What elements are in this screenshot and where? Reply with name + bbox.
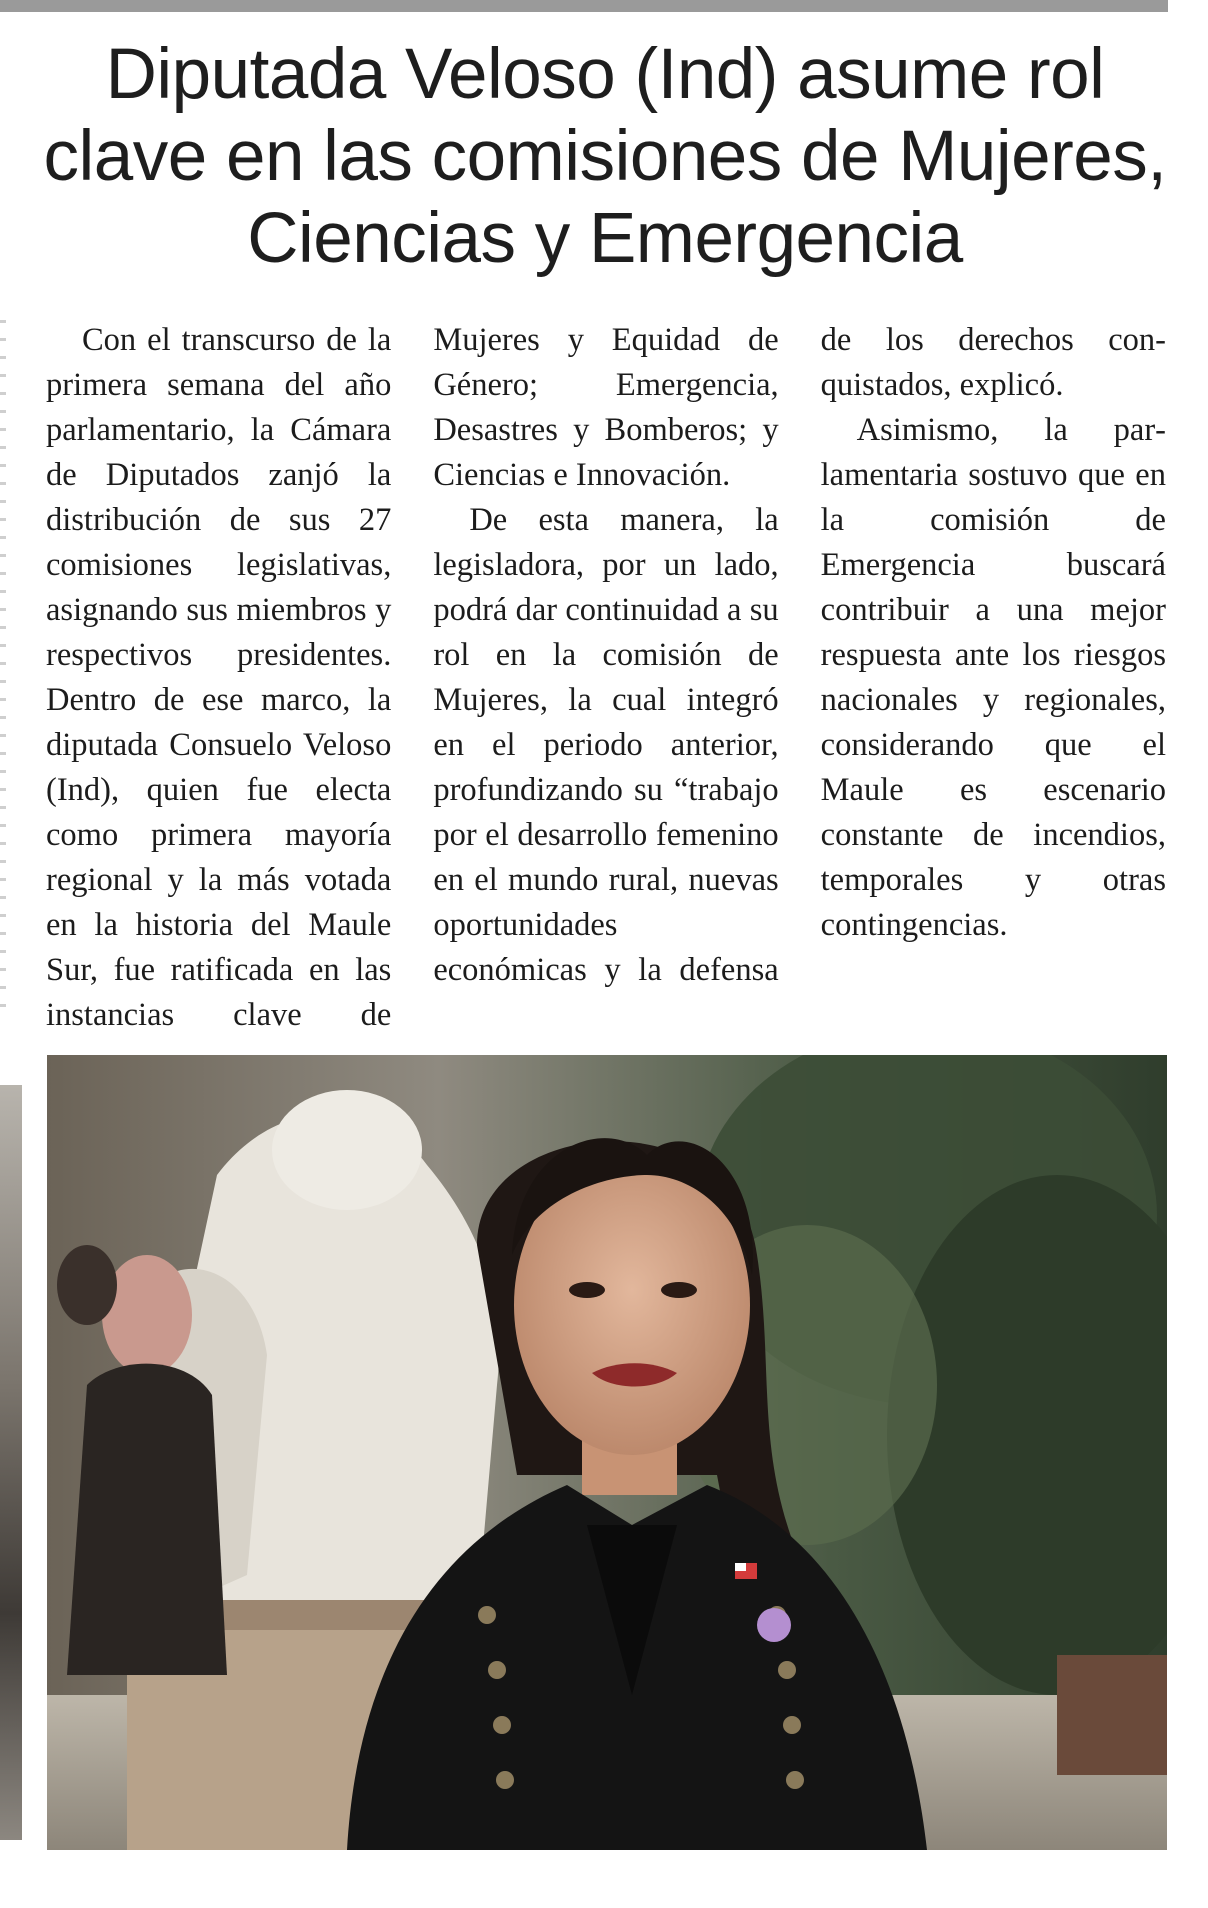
paragraph-3: Asimismo, la parlamentaria sostuvo que en la comisión de Emergencia buscará contribuir a una mejor respuesta ante los riesgos nacionales y regionales, considerando que el Maule es escenario constante de incendios, temporales y otras contingencias. <box>820 412 1166 943</box>
page-edge-marks <box>0 320 6 1020</box>
adjacent-photo-edge <box>0 1085 22 1840</box>
paragraph-1: Con el transcurso de la primera semana del año parlamentario, la Cámara de Diputados zanjó la distribución de sus 27 comisiones legislativas, asignando sus miembros y respectivos presidentes. Dentro de ese marco, la diputada Consuelo Veloso (Ind), quien fue electa como primera mayoría regional y la más votada en la historia del Maule Sur, fue ratificada en las instancias clave de Mujeres y Equidad de Género; Emergencia, Desastres y Bomberos; y Ciencias e Innovación. <box>46 322 779 1033</box>
article-body <box>46 318 1166 1040</box>
paragraph-2: De esta manera, la legisladora, por un lado, podrá dar continuidad a su rol en la comisión de Mujeres, la cual integró en el periodo anterior, profundizando su “trabajo por el desarrollo femenino en el mundo rural, nuevas oportunidades económicas y la defensa de los derechos conquistados, explicó. <box>433 322 1166 988</box>
top-rule <box>0 0 1168 12</box>
article-photo <box>47 1055 1167 1850</box>
portrait-illustration <box>47 1055 1167 1850</box>
headline: Diputada Veloso (Ind) asume rol clave en las comisiones de Mujeres, Ciencias y Emergencia <box>43 35 1167 278</box>
